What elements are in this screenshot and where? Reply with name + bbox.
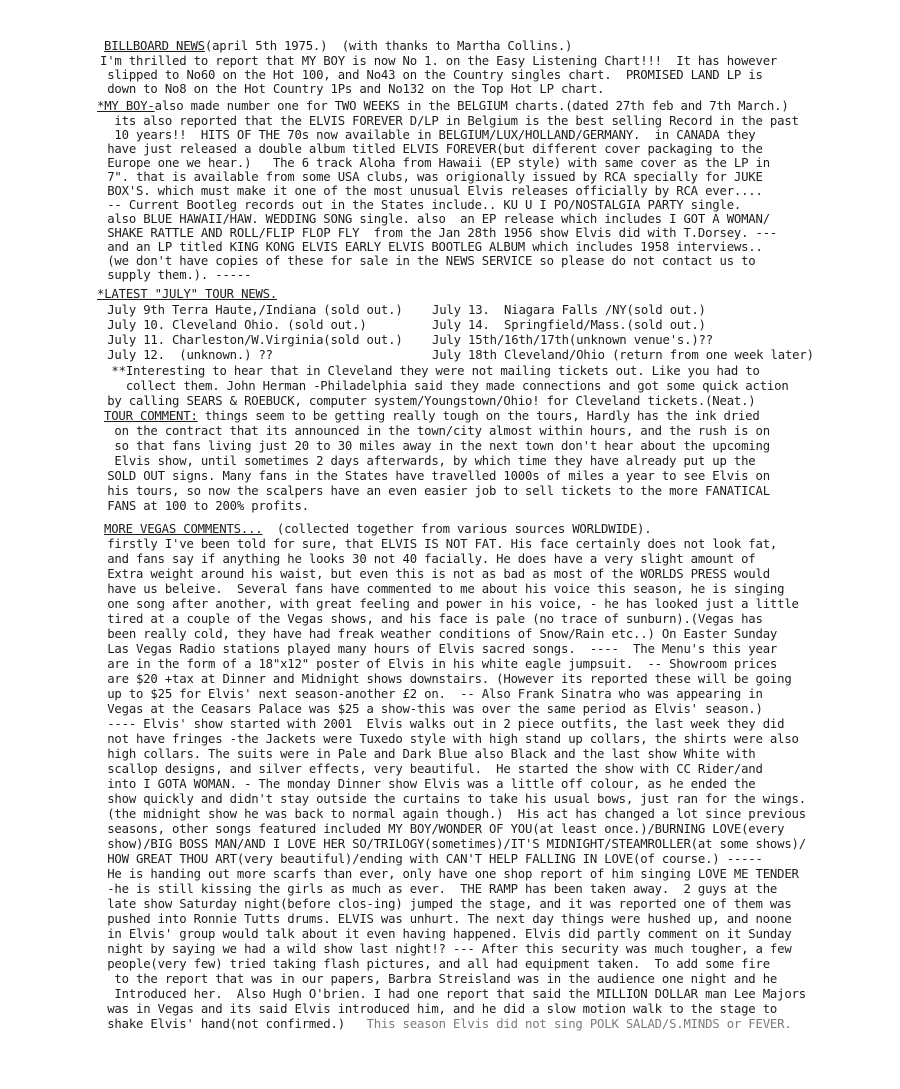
vegas-heading: MORE VEGAS COMMENTS... [104, 522, 263, 536]
belgium-line: supply them.). ----- [100, 268, 252, 282]
belgium-lead: *MY BOY- [97, 99, 155, 113]
billboard-heading-rest: (april 5th 1975.) (with thanks to Martha Collins.) [204, 39, 573, 53]
vegas-line: show quickly and didn't stay outside the curtains to take his usual bows, just ran for the wings. [100, 792, 806, 806]
vegas-line: HOW GREAT THOU ART(very beautiful)/ending with CAN'T HELP FALLING IN LOVE(of course.) ----- [100, 852, 763, 866]
belgium-line: 10 years!! HITS OF THE 70s now available in BELGIUM/LUX/HOLLAND/GERMANY. in CANADA they [100, 128, 756, 142]
belgium-line: 7". that is available from some USA clubs, was origionally issued by RCA specially for JUKE [100, 170, 763, 184]
tour-note-line: **Interesting to hear that in Cleveland they were not mailing tickets out. Like you had to [97, 364, 760, 378]
vegas-line: high collars. The suits were in Pale and Dark Blue also Black and the last show White with [100, 747, 756, 761]
vegas-heading-line [104, 522, 651, 536]
vegas-line: firstly I've been told for sure, that ELVIS IS NOT FAT. His face certainly does not look fat, [100, 537, 778, 551]
belgium-line: its also reported that the ELVIS FOREVER D/LP in Belgium is the best selling Record in the past [100, 114, 799, 128]
vegas-line: late show Saturday night(before clos-ing) jumped the stage, and it was reported one of them was [100, 897, 792, 911]
billboard-line: down to No8 on the Hot Country 1Ps and No132 on the Top Hot LP chart. [100, 82, 605, 96]
vegas-line: in Elvis' group would talk about it even having happened. Elvis did partly comment on it Sunday [100, 927, 792, 941]
vegas-last-faint: This season Elvis did not sing POLK SALAD/S.MINDS or FEVER. [344, 1017, 792, 1031]
vegas-line: been really cold, they have had freak weather conditions of Snow/Rain etc..) On Easter Sunday [100, 627, 778, 641]
tour-comment-line: his tours, so now the scalpers have an even easier job to sell tickets to the more FANATICAL [100, 484, 770, 498]
billboard-line: I'm thrilled to report that MY BOY is now No 1. on the Easy Listening Chart!!! It has however [100, 54, 778, 68]
billboard-line: slipped to No60 on the Hot 100, and No43 on the Country singles chart. PROMISED LAND LP is [100, 68, 763, 82]
belgium-line: (we don't have copies of these for sale in the NEWS SERVICE so please do not contact us to [100, 254, 756, 268]
tour-date-right: July 18th Cleveland/Ohio (return from one week later) [432, 348, 814, 362]
vegas-line: night by saying we had a wild show last night!? --- After this security was much tougher, a few [100, 942, 792, 956]
vegas-line: into I GOTA WOMAN. - The monday Dinner show Elvis was a little off colour, as he ended the [100, 777, 756, 791]
belgium-lead-rest: also made number one for TWO WEEKS in the BELGIUM charts.(dated 27th feb and 7th March.) [154, 99, 789, 113]
tour-comment-line: SOLD OUT signs. Many fans in the States have travelled 1000s of miles a year to see Elvis on [100, 469, 770, 483]
belgium-line: -- Current Bootleg records out in the States include.. KU U I PO/NOSTALGIA PARTY single. [100, 198, 742, 212]
vegas-line: to the report that was in our papers, Barbra Streisland was in the audience one night and he [100, 972, 778, 986]
vegas-line: He is handing out more scarfs than ever, only have one shop report of him singing LOVE ME TENDER [100, 867, 799, 881]
belgium-line: have just released a double album titled ELVIS FOREVER(but different cover packaging to the [100, 142, 763, 156]
tour-date-left: July 11. Charleston/W.Virginia(sold out.) [100, 333, 403, 347]
tour-comment-label: TOUR COMMENT: [104, 409, 198, 423]
belgium-first-line [97, 99, 789, 113]
vegas-line: are $20 +tax at Dinner and Midnight shows downstairs. (However its reported these will be going [100, 672, 792, 686]
belgium-line: and an LP titled KING KONG ELVIS EARLY ELVIS BOOTLEG ALBUM which includes 1958 interviews.. [100, 240, 763, 254]
vegas-line: Extra weight around his waist, but even this is not as bad as most of the WORLDS PRESS would [100, 567, 770, 581]
belgium-line: also BLUE HAWAII/HAW. WEDDING SONG single. also an EP release which includes I GOT A WOMAN/ [100, 212, 770, 226]
vegas-line: pushed into Ronnie Tutts drums. ELVIS was unhurt. The next day things were hushed up, and noone [100, 912, 792, 926]
vegas-line: one song after another, with great feeling and power in his voice, - he has looked just a little [100, 597, 799, 611]
vegas-line: and fans say if anything he looks 30 not 40 facially. He does have a very slight amount of [100, 552, 756, 566]
vegas-line: was in Vegas and its said Elvis introduced him, and he did a slow motion walk to the stage to [100, 1002, 778, 1016]
vegas-line: people(very few) tried taking flash pictures, and all had equipment taken. To add some fire [100, 957, 770, 971]
tour-date-left: July 10. Cleveland Ohio. (sold out.) [100, 318, 367, 332]
tour-comment-line: FANS at 100 to 200% profits. [100, 499, 309, 513]
vegas-line: ---- Elvis' show started with 2001 Elvis walks out in 2 piece outfits, the last week they did [100, 717, 785, 731]
belgium-line: SHAKE RATTLE AND ROLL/FLIP FLOP FLY from the Jan 28th 1956 show Elvis did with T.Dorsey. --- [100, 226, 778, 240]
tour-date-right: July 13. Niagara Falls /NY(sold out.) [432, 303, 706, 317]
vegas-line: (the midnight show he was back to normal again though.) His act has changed a lot since previous [100, 807, 806, 821]
vegas-line: have us beleive. Several fans have commented to me about his voice this season, he is singing [100, 582, 785, 596]
vegas-line: not have fringes -the Jackets were Tuxedo style with high stand up collars, the shirts were also [100, 732, 799, 746]
vegas-last-line [100, 1017, 792, 1031]
vegas-line: show)/BIG BOSS MAN/AND I LOVE HER SO/TRILOGY(sometimes)/IT'S MIDNIGHT/STEAMROLLER(at some shows)/ [100, 837, 806, 851]
tour-heading: *LATEST "JULY" TOUR NEWS. [97, 287, 278, 301]
tour-date-left: July 12. (unknown.) ?? [100, 348, 273, 362]
vegas-line: scallop designs, and silver effects, very beautiful. He started the show with CC Rider/and [100, 762, 763, 776]
vegas-line: Vegas at the Ceasars Palace was $25 a show-this was over the same period as Elvis' season.) [100, 702, 763, 716]
tour-date-right: July 15th/16th/17th(unknown venue's.)?? [432, 333, 713, 347]
tour-comment-line: Elvis show, until sometimes 2 days afterwards, by which time they have already put up the [100, 454, 756, 468]
vegas-line: are in the form of a 18"x12" poster of Elvis in his white eagle jumpsuit. -- Showroom prices [100, 657, 778, 671]
tour-note-line: by calling SEARS & ROEBUCK, computer system/Youngstown/Ohio! for Cleveland tickets.(Neat.) [100, 394, 756, 408]
belgium-line: BOX'S. which must make it one of the most unusual Elvis releases officially by RCA ever.... [100, 184, 763, 198]
vegas-line: Introduced her. Also Hugh O'brien. I had one report that said the MILLION DOLLAR man Lee Majors [100, 987, 806, 1001]
tour-comment-line: on the contract that its announced in the town/city almost within hours, and the rush is on [100, 424, 770, 438]
vegas-line: seasons, other songs featured included MY BOY/WONDER OF YOU(at least once.)/BURNING LOVE(every [100, 822, 785, 836]
vegas-heading-rest: (collected together from various sources WORLDWIDE). [262, 522, 652, 536]
billboard-heading: BILLBOARD NEWS [104, 39, 205, 53]
tour-comment-first-line [104, 409, 760, 423]
vegas-last-text: shake Elvis' hand(not confirmed.) [100, 1017, 345, 1031]
tour-note-line: collect them. John Herman -Philadelphia said they made connections and got some quick action [97, 379, 789, 393]
tour-date-right: July 14. Springfield/Mass.(sold out.) [432, 318, 706, 332]
tour-comment-first: things seem to be getting really tough on the tours, Hardly has the ink dried [197, 409, 760, 423]
tour-date-left: July 9th Terra Haute,/Indiana (sold out.) [100, 303, 403, 317]
vegas-line: up to $25 for Elvis' next season-another £2 on. -- Also Frank Sinatra who was appearing in [100, 687, 763, 701]
vegas-line: tired at a couple of the Vegas shows, and his face is pale (no trace of sunburn).(Vegas has [100, 612, 763, 626]
belgium-line: Europe one we hear.) The 6 track Aloha from Hawaii (EP style) with same cover as the LP in [100, 156, 770, 170]
vegas-line: Las Vegas Radio stations played many hours of Elvis sacred songs. ---- The Menu's this year [100, 642, 778, 656]
vegas-line: -he is still kissing the girls as much as ever. THE RAMP has been taken away. 2 guys at the [100, 882, 778, 896]
billboard-heading-line [104, 39, 572, 53]
tour-comment-line: so that fans living just 20 to 30 miles away in the next town don't hear about the upcoming [100, 439, 770, 453]
